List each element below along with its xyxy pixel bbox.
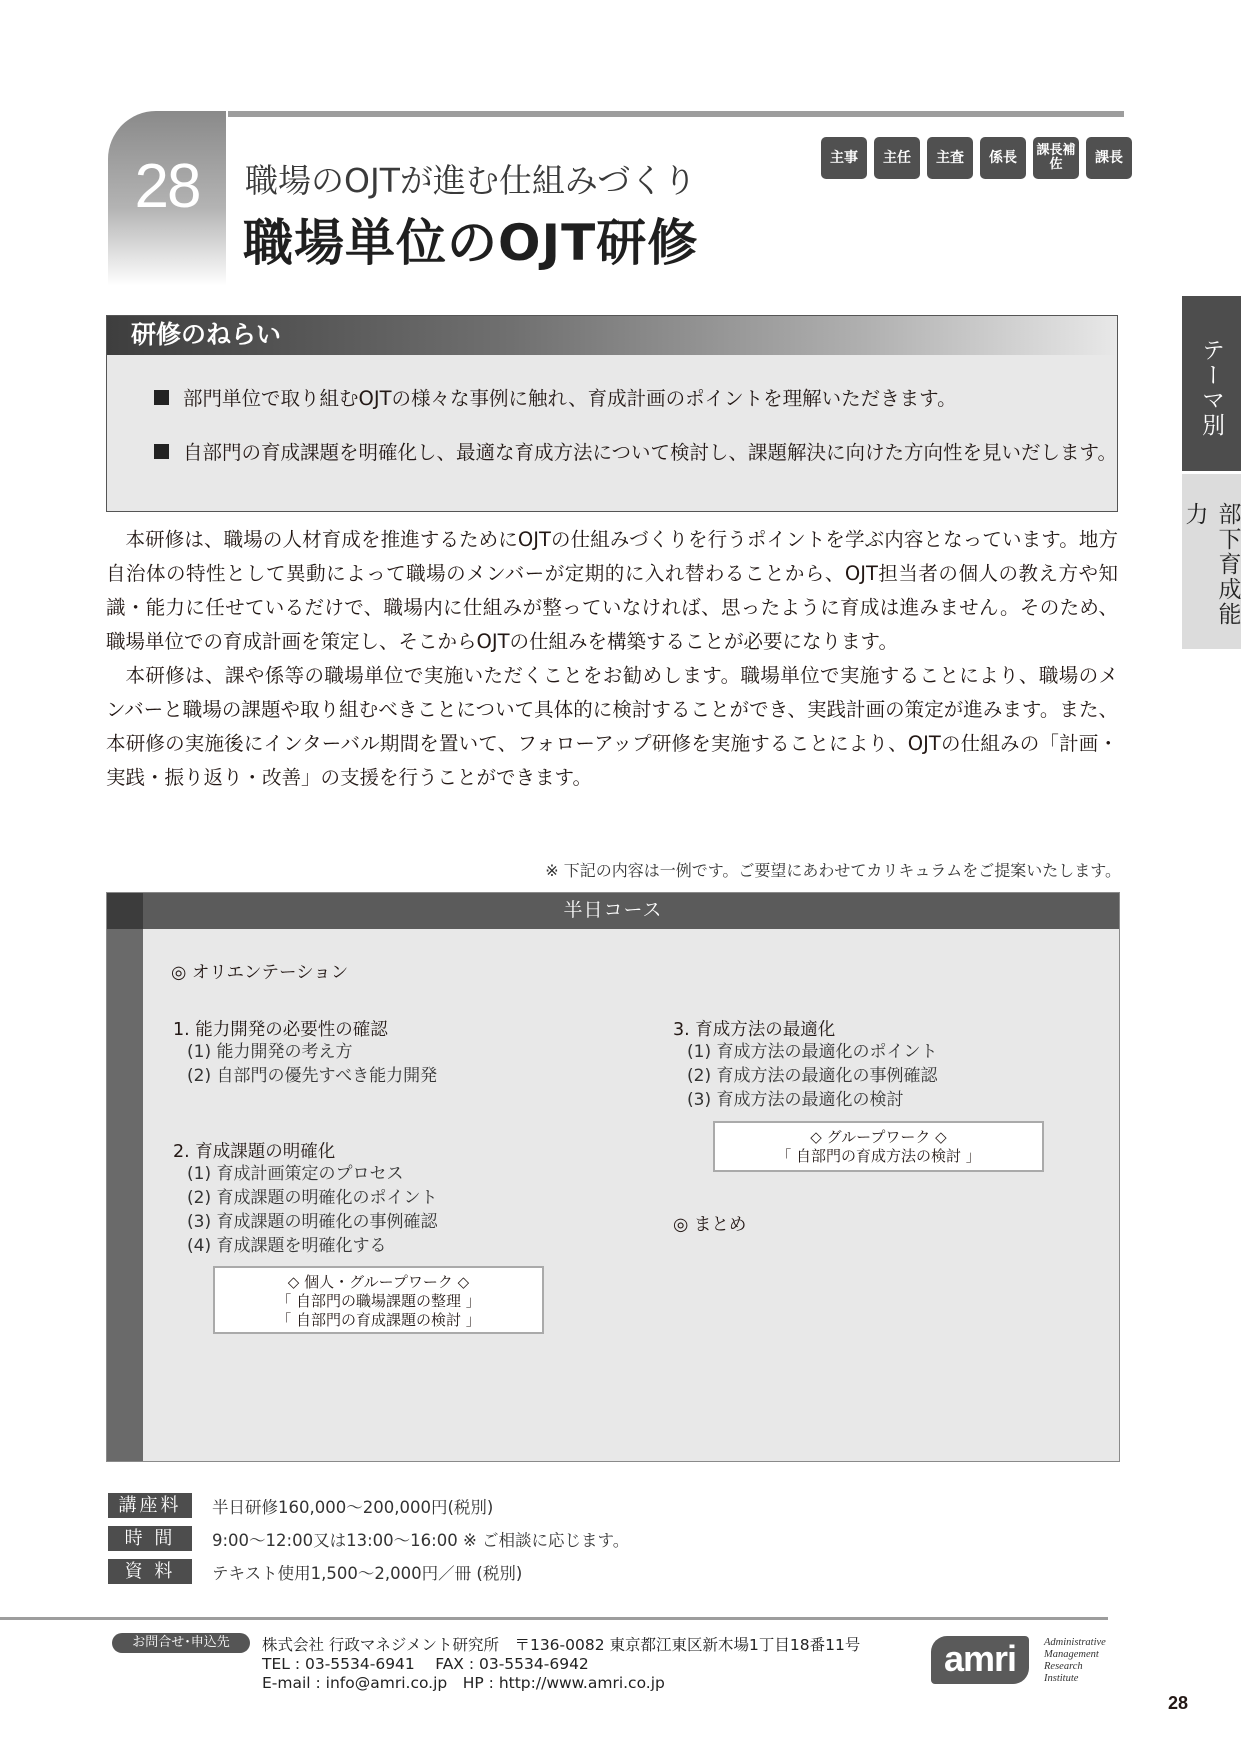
aim-list [107,355,1117,465]
page-number: 28 [1168,1693,1189,1713]
time-value: 9:00～12:00又は13:00～16:00 ※ ご相談に応じます。 [212,1530,630,1550]
workshop-box-1 [213,1266,544,1334]
list-item [154,383,1117,411]
section-3-title: 3. 育成方法の最適化 [673,1020,836,1040]
contact-pill: お問合せ･申込先 [112,1633,250,1653]
time-row [108,1526,629,1551]
side-tab-subordinate[interactable] [1182,474,1241,649]
side-tab-subordinate-label: 部下育成能力 [1181,502,1241,627]
material-value: テキスト使用1,500～2,000円／冊 (税別) [212,1563,523,1583]
list-item [154,437,1117,465]
section-2-item: (4) 育成課題を明確化する [187,1236,387,1256]
page-title: 職場単位のOJT研修 [243,214,699,272]
workshop-2-line: 「 自部門の育成方法の検討 」 [776,1147,981,1165]
fee-value: 半日研修160,000～200,000円(税別) [212,1497,494,1517]
amri-logo: amri [931,1636,1029,1684]
course-side-bar [107,929,143,1461]
badge-shuji: 主事 [821,137,867,179]
badge-shusa: 主査 [927,137,973,179]
section-2-item: (3) 育成課題の明確化の事例確認 [187,1212,438,1232]
logo-wordmark [1044,1637,1106,1685]
fee-label: 講座料 [108,1493,192,1518]
orientation: ◎ オリエンテーション [171,963,349,983]
course-heading: 半日コース [107,893,1119,929]
logo-word: Institute [1044,1673,1079,1684]
section-3-item: (2) 育成方法の最適化の事例確認 [687,1066,938,1086]
intro-paragraph: 本研修は、課や係等の職場単位で実施いただくことをお勧めします。職場単位で実施することにより、職場のメンバーと職場の課題や取り組むべきことについて具体的に検討することができ、実践計画の策定が進みます。また、本研修の実施後にインターバル期間を置いて、フォローアップ研修を実施することにより、OJTの仕組みの「計画・実践・振り返り・改善」の支援を行うことができます。 [106,664,1118,789]
fee-row [108,1493,493,1518]
aim-box [106,315,1118,512]
time-label: 時 間 [108,1526,192,1551]
section-1-item: (1) 能力開発の考え方 [187,1042,353,1062]
intro-paragraph: 本研修は、職場の人材育成を推進するためにOJTの仕組みづくりを行うポイントを学ぶ内容となっています。地方自治体の特性として異動によって職場のメンバーが定期的に入れ替わることから、OJT担当者の個人の教え方や知識・能力に任せているだけで、職場内に仕組みが整っていなければ、思ったように育成は進みません。そのため、職場単位での育成計画を策定し、そこからOJTの仕組みを構築することが必要になります。 [106,528,1118,653]
workshop-1-line: 「 自部門の職場課題の整理 」 [276,1292,481,1310]
footer-rule [0,1617,1108,1620]
section-1-item: (2) 自部門の優先すべき能力開発 [187,1066,438,1086]
number-tab [108,111,226,286]
contact-phone: TEL : 03-5534-6941 FAX : 03-5534-6942 [262,1655,589,1673]
square-bullet-icon [154,444,169,459]
side-tab-theme-label: テーマ別 [1198,338,1224,438]
section-2-item: (1) 育成計画策定のプロセス [187,1164,404,1184]
summary: ◎ まとめ [673,1215,747,1235]
section-1-title: 1. 能力開発の必要性の確認 [173,1020,388,1040]
course-corner [107,893,143,929]
workshop-box-2 [713,1121,1044,1172]
logo-word: Administrative [1044,1637,1106,1648]
section-number: 28 [134,152,200,221]
workshop-2-title: ◇ グループワーク ◇ [810,1128,947,1146]
side-tab-theme[interactable] [1182,296,1241,471]
header-rule [228,111,1124,117]
section-2-title: 2. 育成課題の明確化 [173,1142,336,1162]
target-badges [821,137,1132,179]
material-row [108,1559,522,1584]
curriculum-note: ※ 下記の内容は一例です。ご要望にあわせてカリキュラムをご提案いたします。 [545,861,1121,880]
aim-heading: 研修のねらい [107,316,1117,355]
logo-word: Research [1044,1661,1083,1672]
logo-word: Management [1044,1649,1099,1660]
course-box [106,892,1120,1462]
material-label: 資 料 [108,1559,192,1584]
section-3-item: (3) 育成方法の最適化の検討 [687,1090,904,1110]
section-2-item: (2) 育成課題の明確化のポイント [187,1188,438,1208]
section-3-item: (1) 育成方法の最適化のポイント [687,1042,938,1062]
contact-address: 株式会社 行政マネジメント研究所 〒136-0082 東京都江東区新木場1丁目18番11号 [262,1636,861,1654]
badge-kachohosa: 課長補佐 [1033,137,1079,179]
workshop-1-line: 「 自部門の育成課題の検討 」 [276,1311,481,1329]
aim-item-text: 部門単位で取り組むOJTの様々な事例に触れ、育成計画のポイントを理解いただきます。 [183,387,957,410]
aim-item-text: 自部門の育成課題を明確化し、最適な育成方法について検討し、課題解決に向けた方向性を見いだします。 [182,441,1117,464]
badge-shunin: 主任 [874,137,920,179]
contact-web[interactable]: E-mail : info@amri.co.jp HP : http://www.amri.co.jp [262,1674,665,1692]
page-subtitle: 職場のOJTが進む仕組みづくり [245,161,697,200]
intro-text [106,523,1118,795]
badge-kacho: 課長 [1086,137,1132,179]
badge-kakaricho: 係長 [980,137,1026,179]
workshop-1-title: ◇ 個人・グループワーク ◇ [287,1273,470,1291]
square-bullet-icon [154,390,169,405]
